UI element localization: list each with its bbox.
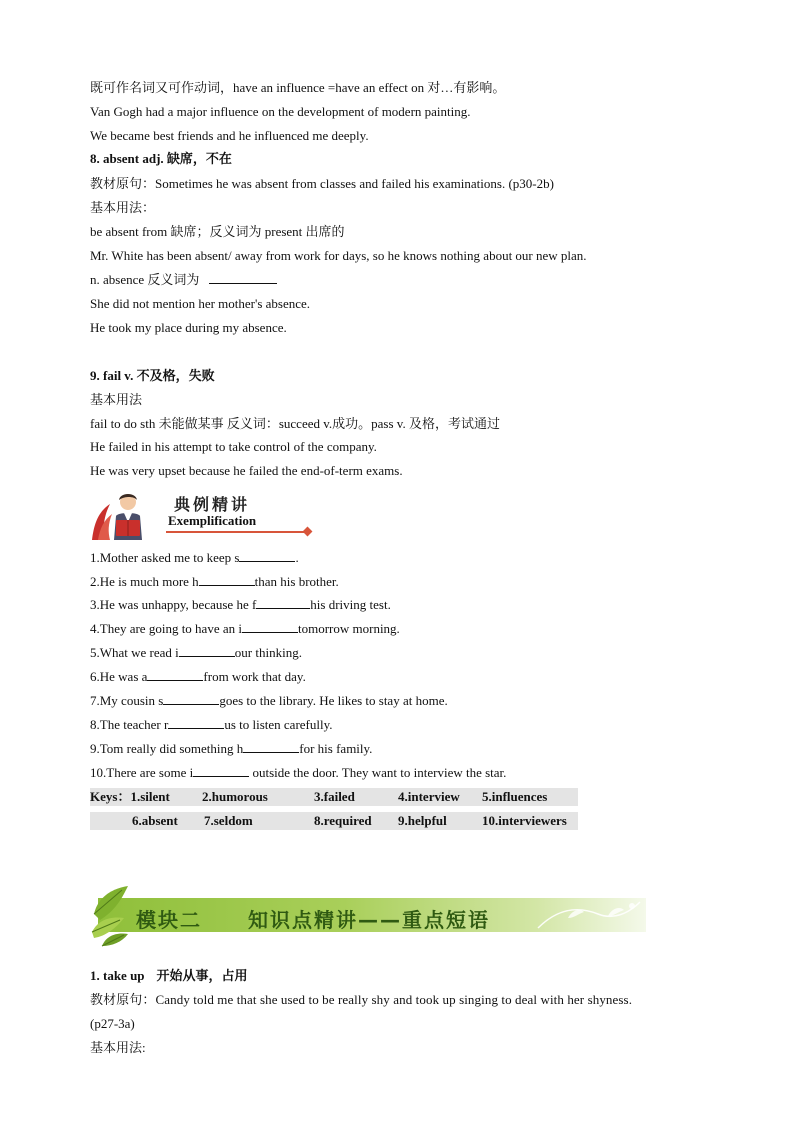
phrase1-heading: 1. take up 开始从事，占用 xyxy=(90,968,248,983)
noun-label: n. absence 反义词为 xyxy=(90,272,200,287)
example-sentence: Van Gogh had a major influence on the development of modern painting. xyxy=(90,104,471,119)
item9-usage-title: 基本用法 xyxy=(90,392,143,407)
diamond-icon xyxy=(303,527,313,537)
item8-usage: be absent from 缺席；反义词为 present 出席的 xyxy=(90,224,345,239)
key-item: 10.interviewers xyxy=(482,813,567,828)
key-item: 7.seldom xyxy=(204,813,253,828)
key-item: 9.helpful xyxy=(398,813,447,828)
exercise-item: 5.What we read i our thinking. xyxy=(90,645,302,660)
fill-blank xyxy=(168,716,224,729)
item9-usage: fail to do sth 未能做某事 反义词：succeed v.成功。pass v. 及格，考试通过 xyxy=(90,416,500,431)
fill-blank xyxy=(179,644,235,657)
exemplification-cn-title: 典例精讲 xyxy=(174,495,251,514)
key-item: 2.humorous xyxy=(202,789,268,804)
fill-blank xyxy=(256,596,310,609)
example-sentence: Mr. White has been absent/ away from work for days, so he knows nothing about our new plan. xyxy=(90,248,587,263)
exercise-item: 4.They are going to have an i tomorrow morning. xyxy=(90,621,400,636)
item9-heading: 9. fail v. 不及格，失败 xyxy=(90,368,215,383)
key-item: 5.influences xyxy=(482,789,548,804)
phrase1-usage-title: 基本用法: xyxy=(90,1040,146,1055)
keys-row xyxy=(90,788,578,806)
key-item: Keys：1.silent xyxy=(90,789,170,804)
exercise-item: 1.Mother asked me to keep s . xyxy=(90,550,299,565)
example-sentence: We became best friends and he influenced me deeply. xyxy=(90,128,369,143)
exemplification-banner xyxy=(88,490,318,542)
module-title: 知识点精讲——重点短语 xyxy=(248,908,490,932)
floral-ornament-icon xyxy=(528,888,648,944)
exercise-item: 8.The teacher r us to listen carefully. xyxy=(90,717,333,732)
item8-source: 教材原句：Sometimes he was absent from classes and failed his examinations. (p30-2b) xyxy=(90,176,554,191)
fill-blank xyxy=(239,549,295,562)
module-banner xyxy=(88,884,648,948)
fill-blank xyxy=(193,764,249,777)
item8-heading: 8. absent adj. 缺席，不在 xyxy=(90,151,232,166)
example-sentence: She did not mention her mother's absence. xyxy=(90,296,311,311)
example-sentence: He failed in his attempt to take control of the company. xyxy=(90,439,377,454)
exercise-item: 2.He is much more h than his brother. xyxy=(90,574,339,589)
key-item: 6.absent xyxy=(132,813,178,828)
module-label: 模块二 xyxy=(136,908,202,932)
fill-blank xyxy=(209,271,277,284)
key-item: 8.required xyxy=(314,813,372,828)
text-line: 既可作名词又可作动词，have an influence =have an effect on 对…有影响。 xyxy=(90,80,506,95)
exercise-item: 9.Tom really did something h for his family. xyxy=(90,741,373,756)
keys-row xyxy=(90,812,578,830)
example-sentence: He took my place during my absence. xyxy=(90,320,287,335)
key-item: 3.failed xyxy=(314,789,355,804)
fill-blank xyxy=(199,573,255,586)
exercise-item: 3.He was unhappy, because he f his driving test. xyxy=(90,597,391,612)
fill-blank xyxy=(163,692,219,705)
exemplification-en-title: Exemplification xyxy=(168,513,257,528)
banner-rule xyxy=(166,531,308,533)
key-item: 4.interview xyxy=(398,789,460,804)
fill-blank xyxy=(147,668,203,681)
example-sentence: He was very upset because he failed the end-of-term exams. xyxy=(90,463,403,478)
teacher-reading-icon xyxy=(88,490,166,542)
exercise-item: 7.My cousin s goes to the library. He likes to stay at home. xyxy=(90,693,448,708)
item8-noun-line xyxy=(90,271,277,289)
phrase1-source: 教材原句：Candy told me that she used to be really shy and took up singing to deal with her shyness. xyxy=(90,992,633,1007)
phrase1-source-cont: (p27-3a) xyxy=(90,1016,135,1031)
exercise-item: 6.He was a from work that day. xyxy=(90,669,306,684)
item8-usage-title: 基本用法： xyxy=(90,200,156,215)
exercise-item: 10.There are some i outside the door. They want to interview the star. xyxy=(90,765,507,780)
fill-blank xyxy=(242,620,298,633)
fill-blank xyxy=(243,740,299,753)
